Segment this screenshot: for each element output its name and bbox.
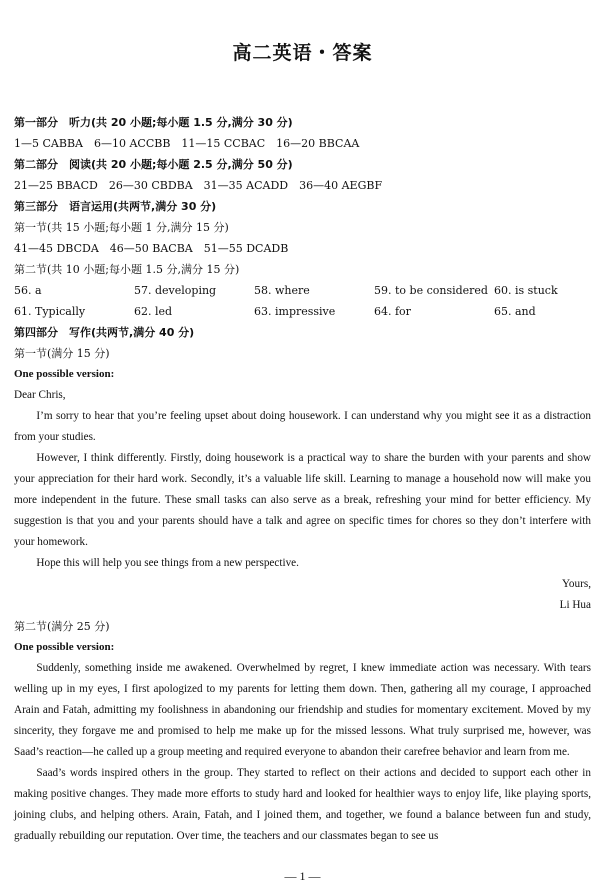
answer-item: 60. is stuck	[494, 284, 558, 297]
part4-sec2-heading: 第二节(满分 25 分)	[14, 620, 110, 633]
story-paragraph: Suddenly, something inside me awakened. Overwhelmed by regret, I knew immediate action was necessary. With tears welling up in my eyes, I first apologized to my parents for letting them down. Then, gathering all my courage, I approached Arain and Fatah, admitting my foolishness in abandoning our friendship and studies for momentary excitement. Moved by my sincerity, they forgave me and promised to help me make up for the missed lessons. What truly surprised me, however, was Saad’s reaction—he called up a group meeting and required everyone to abandon their carefree behavior and learn from me.	[14, 662, 591, 758]
answer-item: 63. impressive	[254, 305, 336, 318]
letter-signature: Li Hua	[559, 599, 591, 611]
answer-content	[14, 112, 591, 847]
part3-sec1-answers: 41—45 DBCDA 46—50 BACBA 51—55 DCADB	[14, 242, 289, 255]
part3-sec1-heading: 第一节(共 15 小题;每小题 1 分,满分 15 分)	[14, 221, 229, 234]
letter-paragraph: However, I think differently. Firstly, doing housework is a practical way to share the burden with your parents and show your appreciation for their hard work. Secondly, it’s a valuable life skill. Learning to manage a household now will make you more independent in the future. These small tasks can also serve as a break, refreshing your mind for better efficiency. My suggestion is that you and your parents should have a talk and agree on specific times for chores so they don’t interfere with your homework.	[14, 452, 591, 548]
answer-item: 64. for	[374, 305, 411, 318]
letter-greeting: Dear Chris,	[14, 389, 66, 401]
answer-item: 61. Typically	[14, 305, 86, 318]
answer-item: 58. where	[254, 284, 310, 297]
sample-label: One possible version:	[14, 368, 115, 380]
answer-item: 57. developing	[134, 284, 217, 297]
part3-heading: 第三部分 语言运用(共两节,满分 30 分)	[14, 200, 217, 213]
part3-sec2-answer-grid	[14, 280, 591, 322]
letter-paragraph: I’m sorry to hear that you’re feeling upset about doing housework. I can understand why you might see it as a distraction from your studies.	[14, 410, 591, 443]
story-paragraph: Saad’s words inspired others in the group. They started to reflect on their actions and decided to support each other in making positive changes. They made more efforts to study hard and looked for healthier ways to enjoy life, like playing sports, joining clubs, and helping others. Arain, Fatah, and I joined them, and together, we found a balance between fun and study, gradually rebuilding our reputation. Over time, the teachers and our classmates began to see us	[14, 767, 591, 842]
answer-item: 59. to be considered	[374, 284, 488, 297]
part4-sec1-heading: 第一节(满分 15 分)	[14, 347, 110, 360]
answer-item: 62. led	[134, 305, 173, 318]
part1-heading: 第一部分 听力(共 20 小题;每小题 1.5 分,满分 30 分)	[14, 116, 293, 129]
part2-answers: 21—25 BBACD 26—30 CBDBA 31—35 ACADD 36—40 AEGBF	[14, 179, 383, 192]
sample-label: One possible version:	[14, 641, 115, 653]
page-number: — 1 —	[284, 869, 321, 883]
part2-heading: 第二部分 阅读(共 20 小题;每小题 2.5 分,满分 50 分)	[14, 158, 293, 171]
page-title: 高二英语・答案	[232, 42, 373, 64]
answer-item: 56. a	[14, 284, 42, 297]
letter-paragraph: Hope this will help you see things from a new perspective.	[36, 557, 299, 569]
part4-heading: 第四部分 写作(共两节,满分 40 分)	[14, 326, 195, 339]
answer-item: 65. and	[494, 305, 536, 318]
letter-closing: Yours,	[561, 578, 591, 590]
part3-sec2-heading: 第二节(共 10 小题;每小题 1.5 分,满分 15 分)	[14, 263, 240, 276]
part1-answers: 1—5 CABBA 6—10 ACCBB 11—15 CCBAC 16—20 BBCAA	[14, 137, 360, 150]
